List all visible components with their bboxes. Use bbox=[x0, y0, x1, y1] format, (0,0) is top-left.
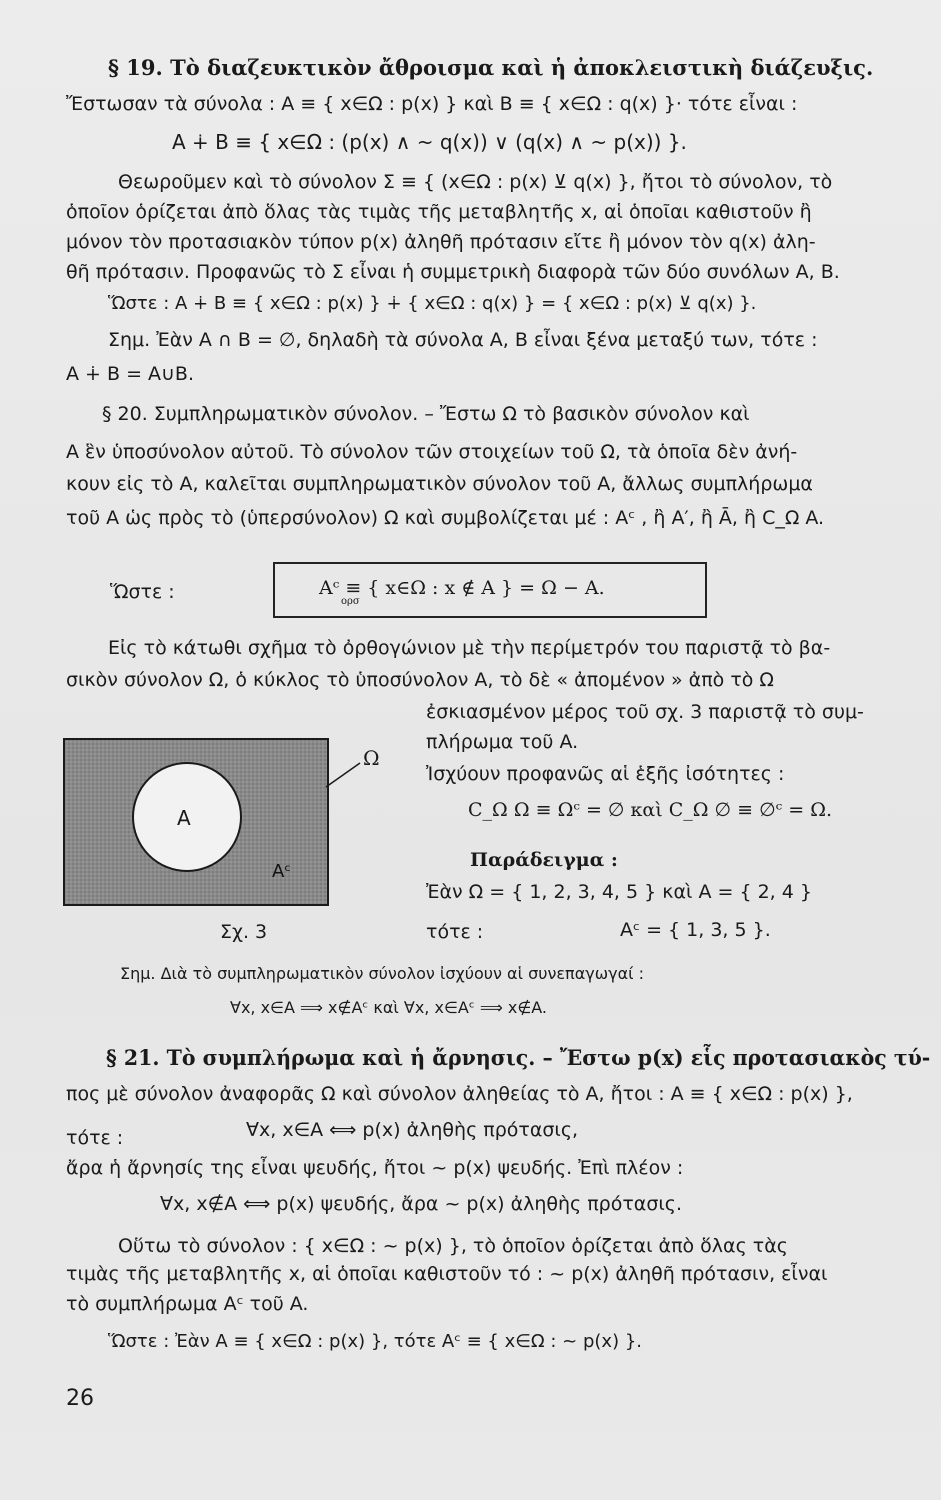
section-19-title: § 19. Τὸ διαζευκτικὸν ἄθροισμα καὶ ἡ ἀποκλειστικὴ διάζευξις. bbox=[108, 55, 874, 80]
example-result: Aᶜ = { 1, 3, 5 }. bbox=[620, 919, 771, 941]
section-20-title: § 20. Συμπληρωματικὸν σύνολον. – Ἔστω Ω τὸ βασικὸν σύνολον καὶ bbox=[102, 403, 750, 425]
boxed-formula-sub: ορσ bbox=[341, 596, 360, 607]
section-21-title: § 21. Τὸ συμπλήρωμα καὶ ἡ ἄρνησις. – Ἔστω p(x) εἷς προτασιακὸς τύ- bbox=[106, 1045, 931, 1070]
ac-label: Aᶜ bbox=[272, 861, 291, 882]
sec21-line: τιμὰς τῆς μεταβλητῆς x, αἱ ὁποῖαι καθιστοῦν τό : ~ p(x) ἀληθῆ πρότασιν, εἶναι bbox=[66, 1263, 828, 1285]
sec20-line: πλήρωμα τοῦ A. bbox=[426, 731, 579, 753]
sec20-line: A ἓν ὑποσύνολον αὐτοῦ. Τὸ σύνολον τῶν στοιχείων τοῦ Ω, τὰ ὁποῖα δὲν ἀνή- bbox=[66, 441, 798, 463]
example-line: Ἐὰν Ω = { 1, 2, 3, 4, 5 } καὶ A = { 2, 4 } bbox=[426, 881, 812, 903]
sec19-formula: A ∔ B ≡ { x∈Ω : (p(x) ∧ ~ q(x)) ∨ (q(x) ∧ ~ p(x)) }. bbox=[172, 130, 687, 154]
sec20-note-formula: ∀x, x∈A ⟹ x∉Aᶜ καὶ ∀x, x∈Aᶜ ⟹ x∉A. bbox=[230, 998, 548, 1017]
page-number: 26 bbox=[66, 1386, 94, 1411]
boxed-formula: Aᶜ ≡ { x∈Ω : x ∉ A } = Ω − A. bbox=[319, 577, 605, 599]
sec20-line: σικὸν σύνολον Ω, ὁ κύκλος τὸ ὑποσύνολον A, τὸ δὲ « ἀπομένον » ἀπὸ τὸ Ω bbox=[66, 669, 774, 691]
figure-caption: Σχ. 3 bbox=[220, 921, 268, 943]
sec19-note: Σημ. Ἐὰν A ∩ B = ∅, δηλαδὴ τὰ σύνολα A, B εἶναι ξένα μεταξύ των, τότε : bbox=[108, 329, 818, 351]
sec21-line: Οὕτω τὸ σύνολον : { x∈Ω : ~ p(x) }, τὸ ὁποῖον ὁρίζεται ἀπὸ ὅλας τὰς bbox=[118, 1235, 788, 1257]
sec20-line: ἐσκιασμένον μέρος τοῦ σχ. 3 παριστᾷ τὸ συμ- bbox=[426, 701, 864, 723]
sec20-line: Ἰσχύουν προφανῶς αἱ ἑξῆς ἰσότητες : bbox=[426, 763, 785, 785]
hoste-label: Ὥστε : bbox=[110, 581, 175, 603]
sec21-implication: ∀x, x∈A ⟺ p(x) ἀληθὴς πρότασις, bbox=[246, 1119, 579, 1141]
sec20-line: Εἰς τὸ κάτωθι σχῆμα τὸ ὀρθογώνιον μὲ τὴν περίμετρόν του παριστᾷ τὸ βα- bbox=[108, 637, 831, 659]
venn-figure bbox=[60, 735, 400, 925]
sec20-line: κουν εἰς τὸ A, καλεῖται συμπληρωματικὸν σύνολον τοῦ A, ἄλλως συμπλήρωμα bbox=[66, 473, 813, 495]
sec19-formula-hoste: Ὥστε : A ∔ B ≡ { x∈Ω : p(x) } ∔ { x∈Ω : q(x) } = { x∈Ω : p(x) ⊻ q(x) }. bbox=[108, 293, 757, 314]
sec19-line: θῆ πρότασιν. Προφανῶς τὸ Σ εἶναι ἡ συμμετρικὴ διαφορὰ τῶν δύο συνόλων A, B. bbox=[66, 261, 840, 283]
sec19-line: μόνον τὸν προτασιακὸν τύπον p(x) ἀληθῆ πρότασιν εἴτε ἢ μόνον τὸν q(x) ἀλη- bbox=[66, 231, 816, 253]
sec20-line: τοῦ A ὡς πρὸς τὸ (ὑπερσύνολον) Ω καὶ συμβολίζεται μέ : Aᶜ , ἢ A′, ἢ Ā, ἢ C_Ω A. bbox=[66, 507, 825, 529]
omega-label: Ω bbox=[363, 746, 380, 770]
sec19-line: ὁποῖον ὁρίζεται ἀπὸ ὅλας τὰς τιμὰς τῆς μεταβλητῆς x, αἱ ὁποῖαι καθιστοῦν ἢ bbox=[66, 201, 812, 223]
sec21-implication: ∀x, x∉A ⟺ p(x) ψευδής, ἄρα ~ p(x) ἀληθὴς πρότασις. bbox=[160, 1193, 682, 1215]
sec21-conclusion: Ὥστε : Ἐὰν A ≡ { x∈Ω : p(x) }, τότε Aᶜ ≡ { x∈Ω : ~ p(x) }. bbox=[108, 1331, 642, 1352]
boxed-definition bbox=[273, 562, 707, 618]
sec19-note-end: A ∔ B = A∪B. bbox=[66, 363, 195, 385]
omega-pointer bbox=[326, 763, 360, 787]
sec21-line: πος μὲ σύνολον ἀναφορᾶς Ω καὶ σύνολον ἀληθείας τὸ A, ἤτοι : A ≡ { x∈Ω : p(x) }, bbox=[66, 1083, 853, 1105]
sec20-identities: C_Ω Ω ≡ Ωᶜ = ∅ καὶ C_Ω ∅ ≡ ∅ᶜ = Ω. bbox=[468, 799, 832, 821]
a-label: A bbox=[177, 806, 191, 830]
example-tote: τότε : bbox=[426, 921, 484, 943]
sec19-line: Θεωροῦμεν καὶ τὸ σύνολον Σ ≡ { (x∈Ω : p(x) ⊻ q(x) }, ἤτοι τὸ σύνολον, τὸ bbox=[118, 171, 833, 193]
sec20-note: Σημ. Διὰ τὸ συμπληρωματικὸν σύνολον ἰσχύουν αἱ συνεπαγωγαί : bbox=[120, 964, 645, 983]
sec21-tote: τότε : bbox=[66, 1127, 124, 1149]
sec19-line: Ἔστωσαν τὰ σύνολα : A ≡ { x∈Ω : p(x) } καὶ B ≡ { x∈Ω : q(x) }· τότε εἶναι : bbox=[66, 93, 798, 115]
sec21-line: ἄρα ἡ ἄρνησίς της εἶναι ψευδής, ἤτοι ~ p(x) ψευδής. Ἐπὶ πλέον : bbox=[66, 1157, 684, 1179]
sec21-line: τὸ συμπλήρωμα Aᶜ τοῦ A. bbox=[66, 1293, 309, 1315]
example-title: Παράδειγμα : bbox=[470, 849, 618, 871]
